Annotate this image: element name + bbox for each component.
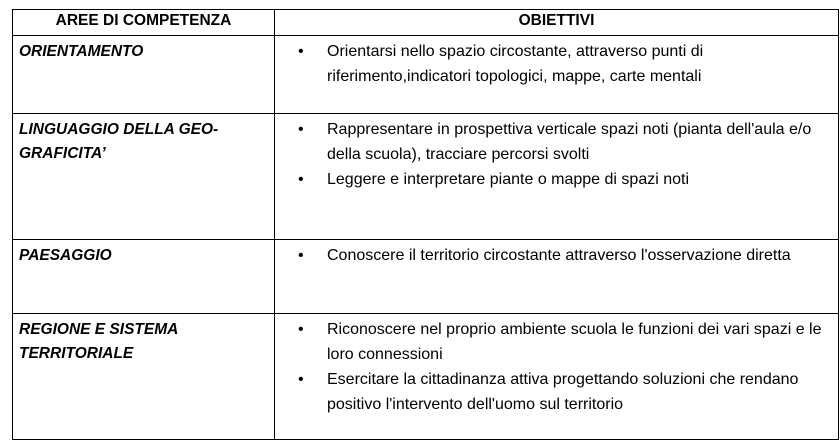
table-row xyxy=(13,314,839,440)
list-item xyxy=(281,39,832,89)
objective-text: Rappresentare in prospettiva verticale spazi noti (pianta dell'aula e/o della scuola), tracciare percorsi svolti xyxy=(327,121,812,163)
bullet-icon: • xyxy=(298,43,304,60)
objective-text: Esercitare la cittadinanza attiva progettando soluzioni che rendano positivo l'intervento dell'uomo sul territorio xyxy=(327,371,799,413)
objective-text: Riconoscere nel proprio ambiente scuola le funzioni dei vari spazi e le loro connessioni xyxy=(327,321,822,363)
bullet-icon: • xyxy=(298,121,304,138)
header-areas: AREE DI COMPETENZA xyxy=(13,10,275,36)
list-item xyxy=(281,317,832,367)
area-linguaggio: LINGUAGGIO DELLA GEO-GRAFICITA’ xyxy=(13,114,275,240)
competency-table xyxy=(12,9,839,440)
objective-text: Conoscere il territorio circostante attraverso l'osservazione diretta xyxy=(327,247,791,264)
list-item xyxy=(281,117,832,167)
table-row xyxy=(13,114,839,240)
area-orientamento: ORIENTAMENTO xyxy=(13,36,275,114)
bullet-icon: • xyxy=(298,171,304,188)
objective-text: Leggere e interpretare piante o mappe di spazi noti xyxy=(327,171,690,188)
list-item xyxy=(281,167,832,192)
list-item xyxy=(281,367,832,417)
objectives-cell xyxy=(275,240,839,314)
table-row xyxy=(13,36,839,114)
area-paesaggio: PAESAGGIO xyxy=(13,240,275,314)
list-item xyxy=(281,243,832,268)
bullet-icon: • xyxy=(298,247,304,264)
bullet-icon: • xyxy=(298,371,304,388)
table-row xyxy=(13,240,839,314)
bullet-icon: • xyxy=(298,321,304,338)
header-objectives: OBIETTIVI xyxy=(275,10,839,36)
objective-text: Orientarsi nello spazio circostante, attraverso punti di riferimento,indicatori topologici, mappe, carte mentali xyxy=(327,43,704,85)
objectives-cell xyxy=(275,314,839,440)
objectives-cell xyxy=(275,114,839,240)
area-regione: REGIONE E SISTEMA TERRITORIALE xyxy=(13,314,275,440)
objectives-cell xyxy=(275,36,839,114)
